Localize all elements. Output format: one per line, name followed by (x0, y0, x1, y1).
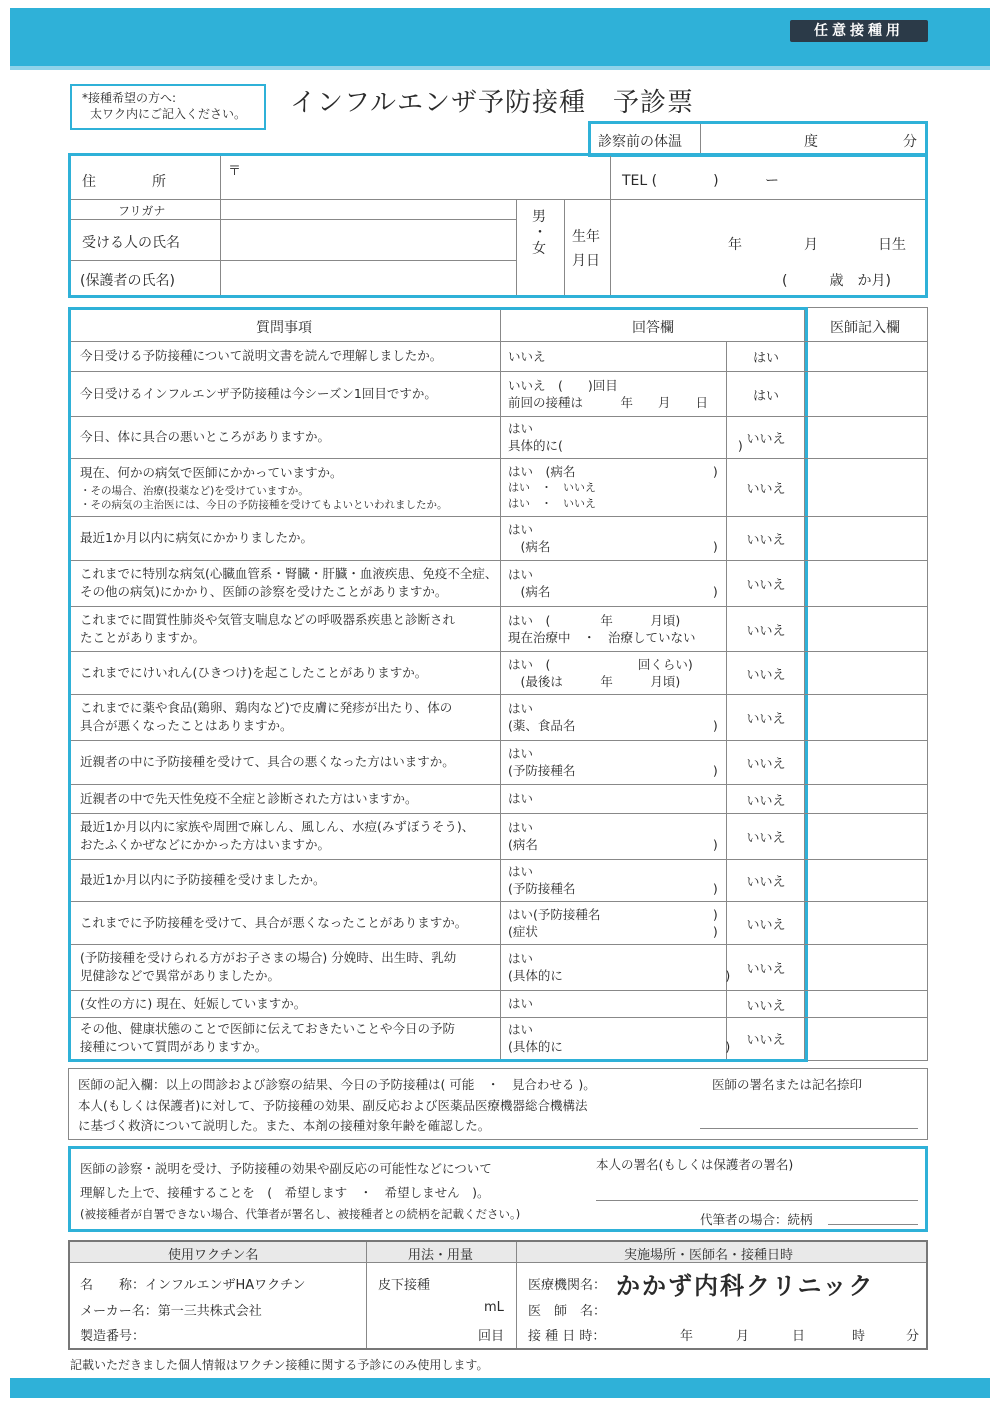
footer-band (10, 1378, 990, 1398)
answer-8-alt[interactable]: いいえ (746, 667, 786, 683)
birth-year: 年 (728, 237, 742, 253)
answer-2-option-1[interactable]: いいえ ( )回目 (508, 377, 618, 393)
consent-sign-label: 本人の署名(もしくは保護者の署名) (596, 1157, 794, 1172)
answer-4-option-2[interactable]: はい ・ いいえ (508, 481, 596, 494)
vaccine-name: 名 称：インフルエンザHAワクチン (80, 1278, 306, 1293)
birth-label-1: 生年 (572, 229, 600, 245)
answer-4-alt[interactable]: いいえ (746, 482, 786, 497)
question-7-line-2: たことがありますか。 (80, 629, 206, 645)
date-month: 月 (736, 1329, 750, 1344)
answer-9-option-2[interactable]: (薬、食品名 ) (508, 718, 718, 733)
guardian-field[interactable] (222, 262, 514, 295)
doctor-line-3: に基づく救済について説明した。また、本剤の接種対象年齢を確認した。 (78, 1118, 491, 1133)
doctor-note-cell-3[interactable] (810, 417, 926, 457)
answer-1-option-1[interactable]: いいえ (508, 348, 546, 364)
question-15-line-2: 児健診などで異常がありましたか。 (80, 968, 281, 983)
vaccine-header-route: 用法・用量 (408, 1248, 474, 1263)
vaccine-unit-dose: 回目 (478, 1329, 505, 1344)
answer-12-option-1[interactable]: はい (508, 820, 534, 835)
question-9-line-1: これまでに薬や食品(鶏卵、鶏肉など)で皮膚に発疹が出たり、体の (80, 700, 453, 715)
proxy-label: 代筆者の場合：続柄 (700, 1212, 813, 1227)
answer-6-option-1[interactable]: はい (508, 567, 534, 582)
age-field[interactable]: ( 歳 か月) (782, 273, 891, 289)
note-line-1: *接種希望の方へ: (82, 91, 177, 105)
answer-15-option-1[interactable]: はい (508, 951, 534, 966)
question-14-line-1: これまでに予防接種を受けて、具合が悪くなったことがありますか。 (80, 914, 468, 930)
answer-6-alt[interactable]: いいえ (746, 578, 786, 593)
answer-14-option-1[interactable]: はい(予防接種名 ) (508, 906, 718, 922)
doctor-note-cell-16[interactable] (810, 991, 926, 1016)
sex-female[interactable]: 女 (532, 241, 546, 257)
furigana-field[interactable] (222, 201, 514, 218)
question-12-line-2: おたふくかぜなどにかかった方はいますか。 (80, 837, 331, 852)
instruction-note (70, 84, 266, 130)
answer-5-option-1[interactable]: はい (508, 522, 534, 537)
question-11-line-1: 近親者の中で先天性免疫不全症と診断された方はいますか。 (80, 790, 418, 806)
address-field[interactable] (222, 156, 608, 198)
question-8-line-1: これまでにけいれん(ひきつけ)を起こしたことがありますか。 (80, 664, 428, 680)
answer-17-option-1[interactable]: はい (508, 1022, 534, 1037)
question-3-line-1: 今日、体に具合の悪いところがありますか。 (80, 429, 331, 444)
answer-8-option-2[interactable]: (最後は 年 月頃) (508, 673, 681, 689)
answer-3-alt[interactable]: いいえ (746, 432, 786, 447)
answer-14-alt[interactable]: いいえ (746, 917, 786, 933)
doctor-sign-line[interactable] (700, 1128, 918, 1129)
birth-day: 日生 (878, 237, 906, 253)
doctor-name-label: 医 師 名： (528, 1304, 607, 1319)
answer-12-option-2[interactable]: (病名 ) (508, 837, 718, 852)
answer-12-alt[interactable]: いいえ (746, 831, 786, 846)
header-doctor: 医師記入欄 (830, 320, 900, 336)
answer-6-option-2[interactable]: (病名 ) (508, 584, 718, 599)
answer-5-option-2[interactable]: (病名 ) (508, 539, 718, 554)
answer-7-option-2[interactable]: 現在治療中 ・ 治療していない (508, 629, 696, 645)
date-hour: 時 (852, 1329, 866, 1344)
date-label: 接 種 日 時： (528, 1329, 606, 1344)
doctor-note-cell-5[interactable] (810, 517, 926, 559)
question-2-line-1: 今日受けるインフルエンザ予防接種は今シーズン1回目ですか。 (80, 385, 437, 401)
answer-2-option-2[interactable]: 前回の接種は 年 月 日 (508, 394, 709, 410)
answer-11-alt[interactable]: いいえ (746, 793, 786, 809)
answer-3-option-2[interactable]: 具体的に( ) (508, 438, 743, 453)
doctor-line-2: 本人(もしくは保護者)に対して、予防接種の効果、副反応および医薬品医療機器総合機構法 (78, 1098, 588, 1113)
header-band-line (10, 66, 990, 70)
answer-9-option-1[interactable]: はい (508, 701, 534, 716)
sex-male[interactable]: 男 (532, 209, 546, 225)
answer-13-option-1[interactable]: はい (508, 864, 534, 879)
answer-15-alt[interactable]: いいえ (746, 962, 786, 977)
name-label: 受ける人の氏名 (82, 235, 180, 251)
question-10-line-1: 近親者の中に予防接種を受けて、具合の悪くなった方はいますか。 (80, 754, 455, 769)
header-answer: 回答欄 (632, 320, 674, 336)
page-title: インフルエンザ予防接種 予診票 (290, 88, 694, 118)
answer-8-option-1[interactable]: はい ( 回くらい) (508, 656, 693, 672)
vaccine-route: 皮下接種 (378, 1278, 431, 1293)
answer-7-option-1[interactable]: はい ( 年 月頃) (508, 612, 681, 628)
note-line-2: 太ワク内にご記入ください。 (90, 107, 247, 121)
doctor-note-cell-1[interactable] (810, 342, 926, 370)
proxy-line[interactable] (828, 1224, 918, 1225)
answer-14-option-2[interactable]: (症状 ) (508, 923, 718, 939)
doctor-note-cell-11[interactable] (810, 785, 926, 812)
consent-sign-line[interactable] (596, 1200, 918, 1201)
date-year: 年 (680, 1329, 694, 1344)
vaccine-maker: メーカー名：第一三共株式会社 (80, 1304, 262, 1319)
doctor-note-cell-17[interactable] (810, 1018, 926, 1058)
vaccine-unit-ml: mL (484, 1300, 504, 1315)
header-question: 質問事項 (256, 320, 312, 336)
answer-5-alt[interactable]: いいえ (746, 533, 786, 548)
doctor-note-cell-6[interactable] (810, 561, 926, 605)
answer-4-option-3[interactable]: はい ・ いいえ (508, 497, 596, 510)
postal-mark: 〒 (228, 164, 242, 179)
doctor-sign-label: 医師の署名または記名捺印 (712, 1077, 863, 1092)
temperature-unit-degree: 度 (804, 134, 818, 150)
vaccine-header-site: 実施場所・医師名・接種日時 (624, 1248, 794, 1263)
answer-9-alt[interactable]: いいえ (746, 712, 786, 727)
doctor-note-cell-2[interactable] (810, 372, 926, 415)
furigana-label: フリガナ (118, 204, 166, 218)
date-day: 日 (792, 1329, 806, 1344)
temperature-unit-minute: 分 (903, 134, 917, 150)
answer-4-option-1[interactable]: はい (病名 ) (508, 464, 718, 479)
answer-16-alt[interactable]: いいえ (746, 998, 786, 1014)
vaccine-lot: 製造番号： (80, 1329, 146, 1344)
answer-13-alt[interactable]: いいえ (746, 875, 786, 890)
question-6-line-1: これまでに特別な病気(心臓血管系・腎臓・肝臓・血液疾患、免疫不全症、 (80, 566, 498, 581)
privacy-footer: 記載いただきました個人情報はワクチン接種に関する予診にのみ使用します。 (70, 1358, 489, 1372)
question-6-line-2: その他の病気)にかかり、医師の診察を受けたことがありますか。 (80, 584, 448, 599)
answer-16-option-1[interactable]: はい (508, 996, 534, 1011)
question-17-line-1: その他、健康状態のことで医師に伝えておきたいことや今日の予防 (80, 1021, 456, 1036)
question-16-line-1: (女性の方に) 現在、妊娠していますか。 (80, 995, 307, 1011)
sex-separator: ・ (533, 225, 547, 241)
question-17-line-2: 接種について質問がありますか。 (80, 1039, 268, 1054)
answer-17-option-2[interactable]: (具体的に ) (508, 1039, 731, 1054)
question-9-line-2: 具合が悪くなったことはありますか。 (80, 718, 293, 733)
birth-label-2: 月日 (572, 253, 600, 269)
doctor-line-1: 医師の記入欄：以上の問診および診察の結果、今日の予防接種は( 可能 ・ 見合わせる )。 (78, 1077, 596, 1092)
guardian-label: (保護者の氏名) (80, 273, 175, 289)
birth-month: 月 (804, 237, 818, 253)
question-13-line-1: 最近1か月以内に予防接種を受けましたか。 (80, 872, 326, 887)
answer-10-alt[interactable]: いいえ (746, 757, 786, 772)
vaccine-header-name: 使用ワクチン名 (168, 1248, 259, 1263)
consent-line-2: 理解した上で、接種することを ( 希望します ・ 希望しません )。 (80, 1185, 490, 1200)
question-7-line-1: これまでに間質性肺炎や気管支喘息などの呼吸器系疾患と診断され (80, 611, 456, 627)
address-label: 住 所 (82, 174, 166, 190)
temperature-label: 診察前の体温 (598, 134, 682, 150)
answer-1-alt[interactable]: はい (752, 351, 779, 366)
tel-field[interactable]: TEL ( ) ー (622, 173, 780, 189)
answer-15-option-2[interactable]: (具体的に ) (508, 968, 731, 983)
doctor-note-cell-7[interactable] (810, 607, 926, 650)
question-12-line-1: 最近1か月以内に家族や周囲で麻しん、風しん、水痘(みずぼうそう)、 (80, 819, 475, 834)
name-field[interactable] (222, 221, 514, 259)
question-1-line-1: 今日受ける予防接種について説明文書を読んで理解しましたか。 (80, 348, 443, 363)
doctor-note-cell-4[interactable] (810, 459, 926, 515)
doctor-note-cell-14[interactable] (810, 902, 926, 943)
institution-label: 医療機関名： (528, 1278, 607, 1293)
answer-2-alt[interactable]: はい (752, 388, 779, 404)
institution-stamp: かかず内科クリニック (616, 1271, 875, 1300)
date-minute: 分 (906, 1329, 920, 1344)
doctor-note-cell-12[interactable] (810, 814, 926, 858)
question-15-line-1: (予防接種を受けられる方がお子さまの場合) 分娩時、出生時、乳幼 (80, 950, 457, 965)
answer-13-option-2[interactable]: (予防接種名 ) (508, 881, 718, 896)
doctor-note-cell-8[interactable] (810, 652, 926, 693)
answer-7-alt[interactable]: いいえ (746, 623, 786, 639)
doctor-note-cell-15[interactable] (810, 945, 926, 989)
answer-11-option-1[interactable]: はい (508, 791, 534, 806)
answer-3-option-1[interactable]: はい (508, 421, 534, 436)
answer-17-alt[interactable]: いいえ (746, 1033, 786, 1048)
question-4-line-3: ・その病気の主治医には、今日の予防接種を受けてもよいといわれましたか。 (80, 499, 448, 511)
consent-line-3: (被接種者が自署できない場合、代筆者が署名し、被接種者との続柄を記載ください。) (80, 1207, 521, 1221)
answer-10-option-2[interactable]: (予防接種名 ) (508, 763, 718, 778)
doctor-note-cell-9[interactable] (810, 695, 926, 739)
doctor-note-cell-10[interactable] (810, 741, 926, 783)
doctor-note-cell-13[interactable] (810, 860, 926, 900)
consent-line-1: 医師の診察・説明を受け、予防接種の効果や副反応の可能性などについて (80, 1161, 492, 1176)
question-4-line-2: ・その場合、治療(投薬など)を受けていますか。 (80, 485, 309, 497)
usage-tag: 任意接種用 (790, 20, 928, 42)
question-4-line-1: 現在、何かの病気で医師にかかっていますか。 (80, 465, 343, 480)
question-5-line-1: 最近1か月以内に病気にかかりましたか。 (80, 530, 313, 545)
answer-10-option-1[interactable]: はい (508, 746, 534, 761)
